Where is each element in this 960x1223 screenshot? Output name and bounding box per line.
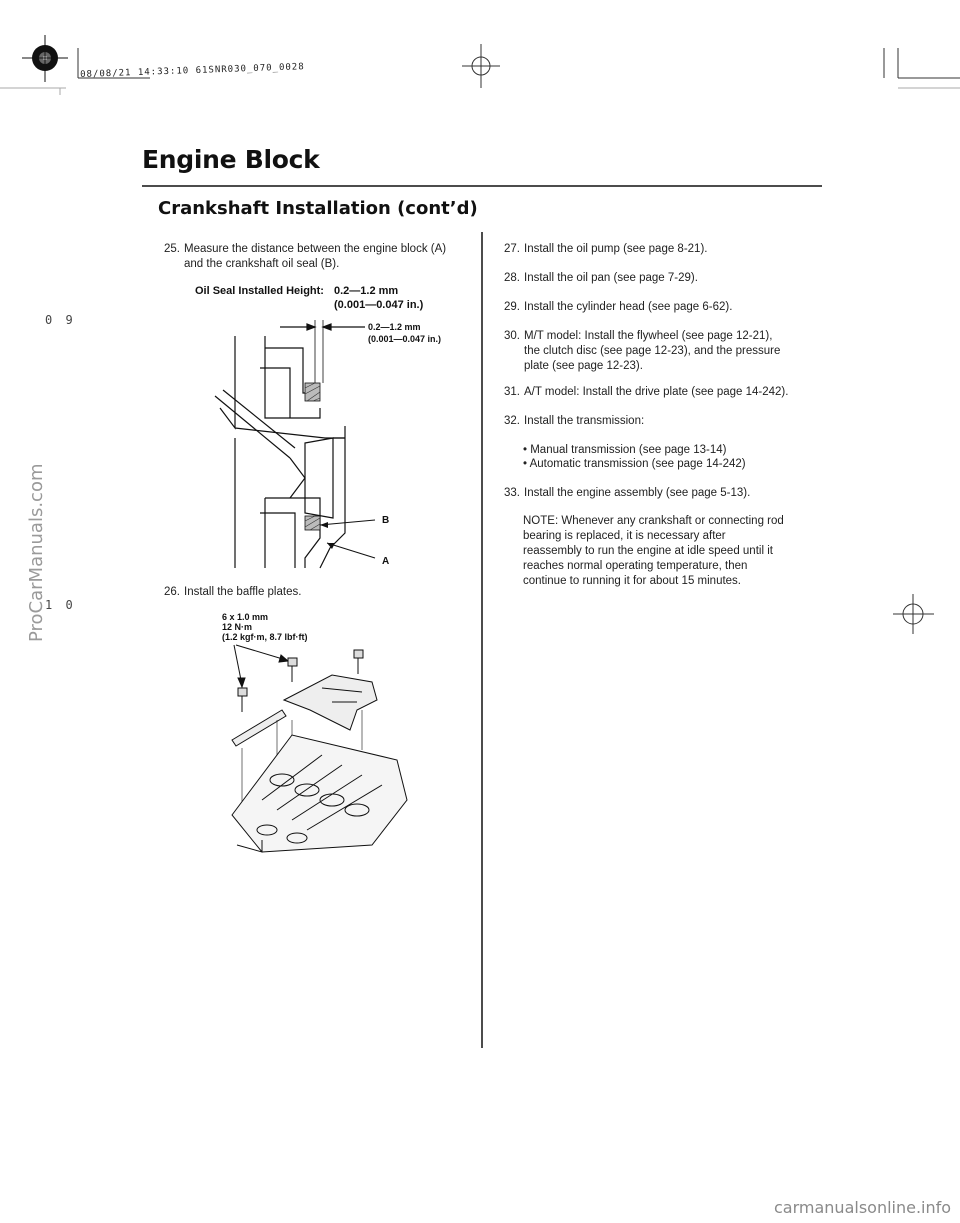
step-text-line1: Install the cylinder head (see page 6-62). — [524, 301, 733, 313]
step-27 — [498, 242, 818, 258]
oil-seal-section — [305, 383, 320, 530]
step-25 — [158, 242, 478, 274]
step-number: 26. — [164, 586, 180, 598]
step-26 — [158, 585, 478, 601]
bullet-manual-transmission: • Manual transmission (see page 13-14) — [523, 444, 727, 456]
step-text-line1: Measure the distance between the engine block (A) — [184, 243, 447, 255]
note-block — [523, 514, 823, 589]
bolt-size-label: 6 x 1.0 mm — [222, 612, 269, 622]
step-text-line1: Install the transmission: — [524, 415, 645, 427]
callout-b: B — [382, 515, 390, 526]
step-number: 30. — [504, 330, 520, 342]
bullet-automatic-transmission: • Automatic transmission (see page 14-242) — [523, 458, 746, 470]
step-31 — [498, 385, 818, 401]
step-text-line2: and the crankshaft oil seal (B). — [184, 258, 340, 270]
dimension-label-mm: 0.2—1.2 mm — [368, 322, 421, 332]
spec-value-mm: 0.2—1.2 mm — [334, 285, 399, 297]
step-text-line1: Install the engine assembly (see page 5-13). — [524, 487, 751, 499]
spec-label: Oil Seal Installed Height: — [195, 285, 324, 297]
baffle-plates-diagram — [222, 640, 412, 855]
step-number: 29. — [504, 301, 520, 313]
bottom-watermark: carmanualsonline.info — [774, 1198, 952, 1217]
step-number: 27. — [504, 243, 520, 255]
margin-number-top: 0 9 — [45, 313, 76, 327]
step-number: 31. — [504, 386, 520, 398]
step-number: 32. — [504, 415, 520, 427]
note-line: NOTE: Whenever any crankshaft or connecting rod — [523, 515, 784, 527]
note-line: bearing is replaced, it is necessary after — [523, 530, 726, 542]
callout-a: A — [382, 556, 390, 567]
bolt-icon — [288, 658, 297, 682]
bolt-torque-imperial-label: (1.2 kgf·m, 8.7 lbf·ft) — [222, 632, 308, 642]
step-text-line1: Install the oil pan (see page 7-29). — [524, 272, 698, 284]
print-stamp: 08/08/21 14:33:10 61SNR030_070_0028 — [80, 62, 305, 80]
step-text-line2: the clutch disc (see page 12-23), and the pressure — [524, 345, 781, 357]
step-text-line3: plate (see page 12-23). — [524, 360, 643, 372]
bolt-icon — [354, 650, 363, 674]
step-30 — [498, 329, 818, 377]
step-text-line1: Install the baffle plates. — [184, 586, 302, 598]
oil-seal-diagram — [215, 318, 475, 573]
step-number: 25. — [164, 243, 180, 255]
bolt-torque-label: 12 N·m — [222, 622, 253, 632]
right-crosshair-icon — [893, 594, 934, 634]
note-line: reaches normal operating temperature, then — [523, 560, 748, 572]
step-text-line1: M/T model: Install the flywheel (see page 12-21), — [524, 330, 773, 342]
margin-number-bottom: 1 0 — [45, 598, 76, 612]
step-29 — [498, 300, 818, 316]
step-33 — [498, 486, 818, 502]
center-crosshair-icon — [462, 44, 500, 88]
step-28 — [498, 271, 818, 287]
side-watermark: ProCarManuals.com — [26, 463, 47, 642]
note-line: reassembly to run the engine at idle speed until it — [523, 545, 773, 557]
step-number: 33. — [504, 487, 520, 499]
dimension-label-in: (0.001—0.047 in.) — [368, 334, 442, 344]
note-line: continue to running it for about 15 minutes. — [523, 575, 742, 587]
crosshair-target-icon — [22, 35, 68, 82]
page-title: Engine Block — [142, 145, 320, 174]
step-number: 28. — [504, 272, 520, 284]
step-text-line1: A/T model: Install the drive plate (see page 14-242). — [524, 386, 789, 398]
step-text-line1: Install the oil pump (see page 8-21). — [524, 243, 708, 255]
bolt-icon — [238, 688, 247, 712]
spec-value-in: (0.001—0.047 in.) — [334, 299, 424, 311]
step-32 — [498, 414, 818, 430]
section-title: Crankshaft Installation (cont’d) — [158, 198, 478, 219]
